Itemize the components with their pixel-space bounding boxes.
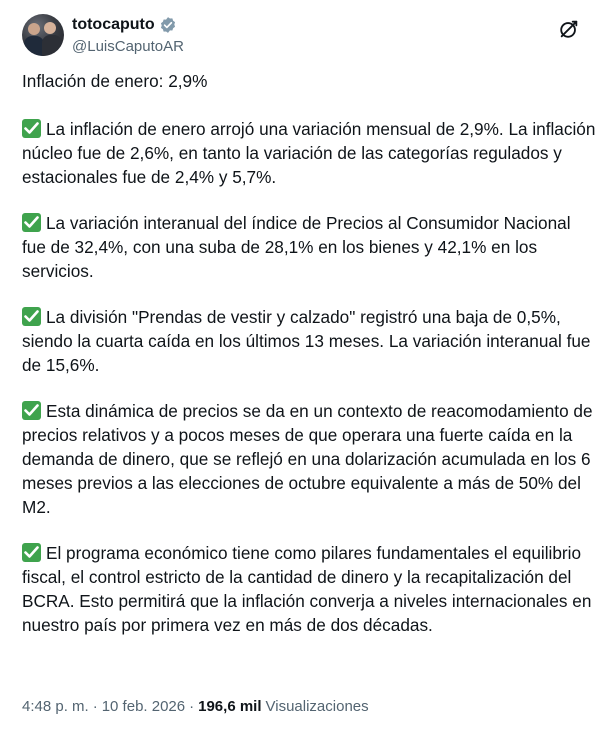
avatar[interactable]: [22, 14, 64, 56]
check-mark-button-icon: [22, 119, 41, 138]
tweet-paragraph: [22, 399, 597, 519]
verified-badge-icon: [159, 16, 177, 34]
grok-icon[interactable]: [558, 18, 580, 40]
tweet-date[interactable]: 10 feb. 2026: [101, 698, 186, 715]
tweet-header: [22, 12, 592, 64]
check-mark-button-icon: [22, 307, 41, 326]
views-label: Visualizaciones: [265, 698, 369, 715]
tweet-paragraph: [22, 117, 597, 189]
check-mark-button-icon: [22, 401, 41, 420]
check-mark-button-icon: [22, 543, 41, 562]
tweet-paragraph-text: La división "Prendas de vestir y calzado" registró una baja de 0,5%, siendo la cuarta caída en los últimos 13 meses. La variación interanual fue de 15,6%.: [22, 307, 591, 375]
tweet-text: [22, 69, 597, 637]
meta-separator: ·: [189, 698, 195, 715]
tweet-title-line: Inflación de enero: 2,9%: [22, 71, 208, 91]
views-count: 196,6 mil: [198, 698, 262, 715]
tweet-time[interactable]: 4:48 p. m.: [22, 698, 89, 715]
tweet-paragraph-text: La inflación de enero arrojó una variación mensual de 2,9%. La inflación núcleo fue de 2,6%, en tanto la variación de las categorías regulados y estacionales fue de 2,4% y 5,7%.: [22, 119, 596, 187]
tweet-paragraph: [22, 305, 597, 377]
tweet-paragraph-text: El programa económico tiene como pilares fundamentales el equilibrio fiscal, el control estricto de la cantidad de dinero y la recapitalización del BCRA. Esto permitirá que la inflación converja a niveles internacionales en nuestro país por primera vez en más de dos décadas.: [22, 543, 592, 635]
tweet-meta: [22, 698, 369, 715]
author-names: [72, 12, 184, 55]
display-name-row: [72, 14, 184, 36]
tweet-paragraph-text: Esta dinámica de precios se da en un contexto de reacomodamiento de precios relativos y a pocos meses de que operara una fuerte caída en la demanda de dinero, que se reflejó en una dolarización acumulada en los 6 meses previos a las elecciones de octubre equivalente a más de 50% del M2.: [22, 401, 593, 517]
check-mark-button-icon: [22, 213, 41, 232]
tweet-paragraph: [22, 541, 597, 637]
tweet-paragraph-text: La variación interanual del índice de Precios al Consumidor Nacional fue de 32,4%, con una suba de 28,1% en los bienes y 42,1% en los servicios.: [22, 213, 571, 281]
author-handle[interactable]: @LuisCaputoAR: [72, 38, 184, 55]
meta-separator: ·: [92, 698, 98, 715]
display-name[interactable]: totocaputo: [72, 16, 155, 33]
tweet-paragraph: [22, 211, 597, 283]
